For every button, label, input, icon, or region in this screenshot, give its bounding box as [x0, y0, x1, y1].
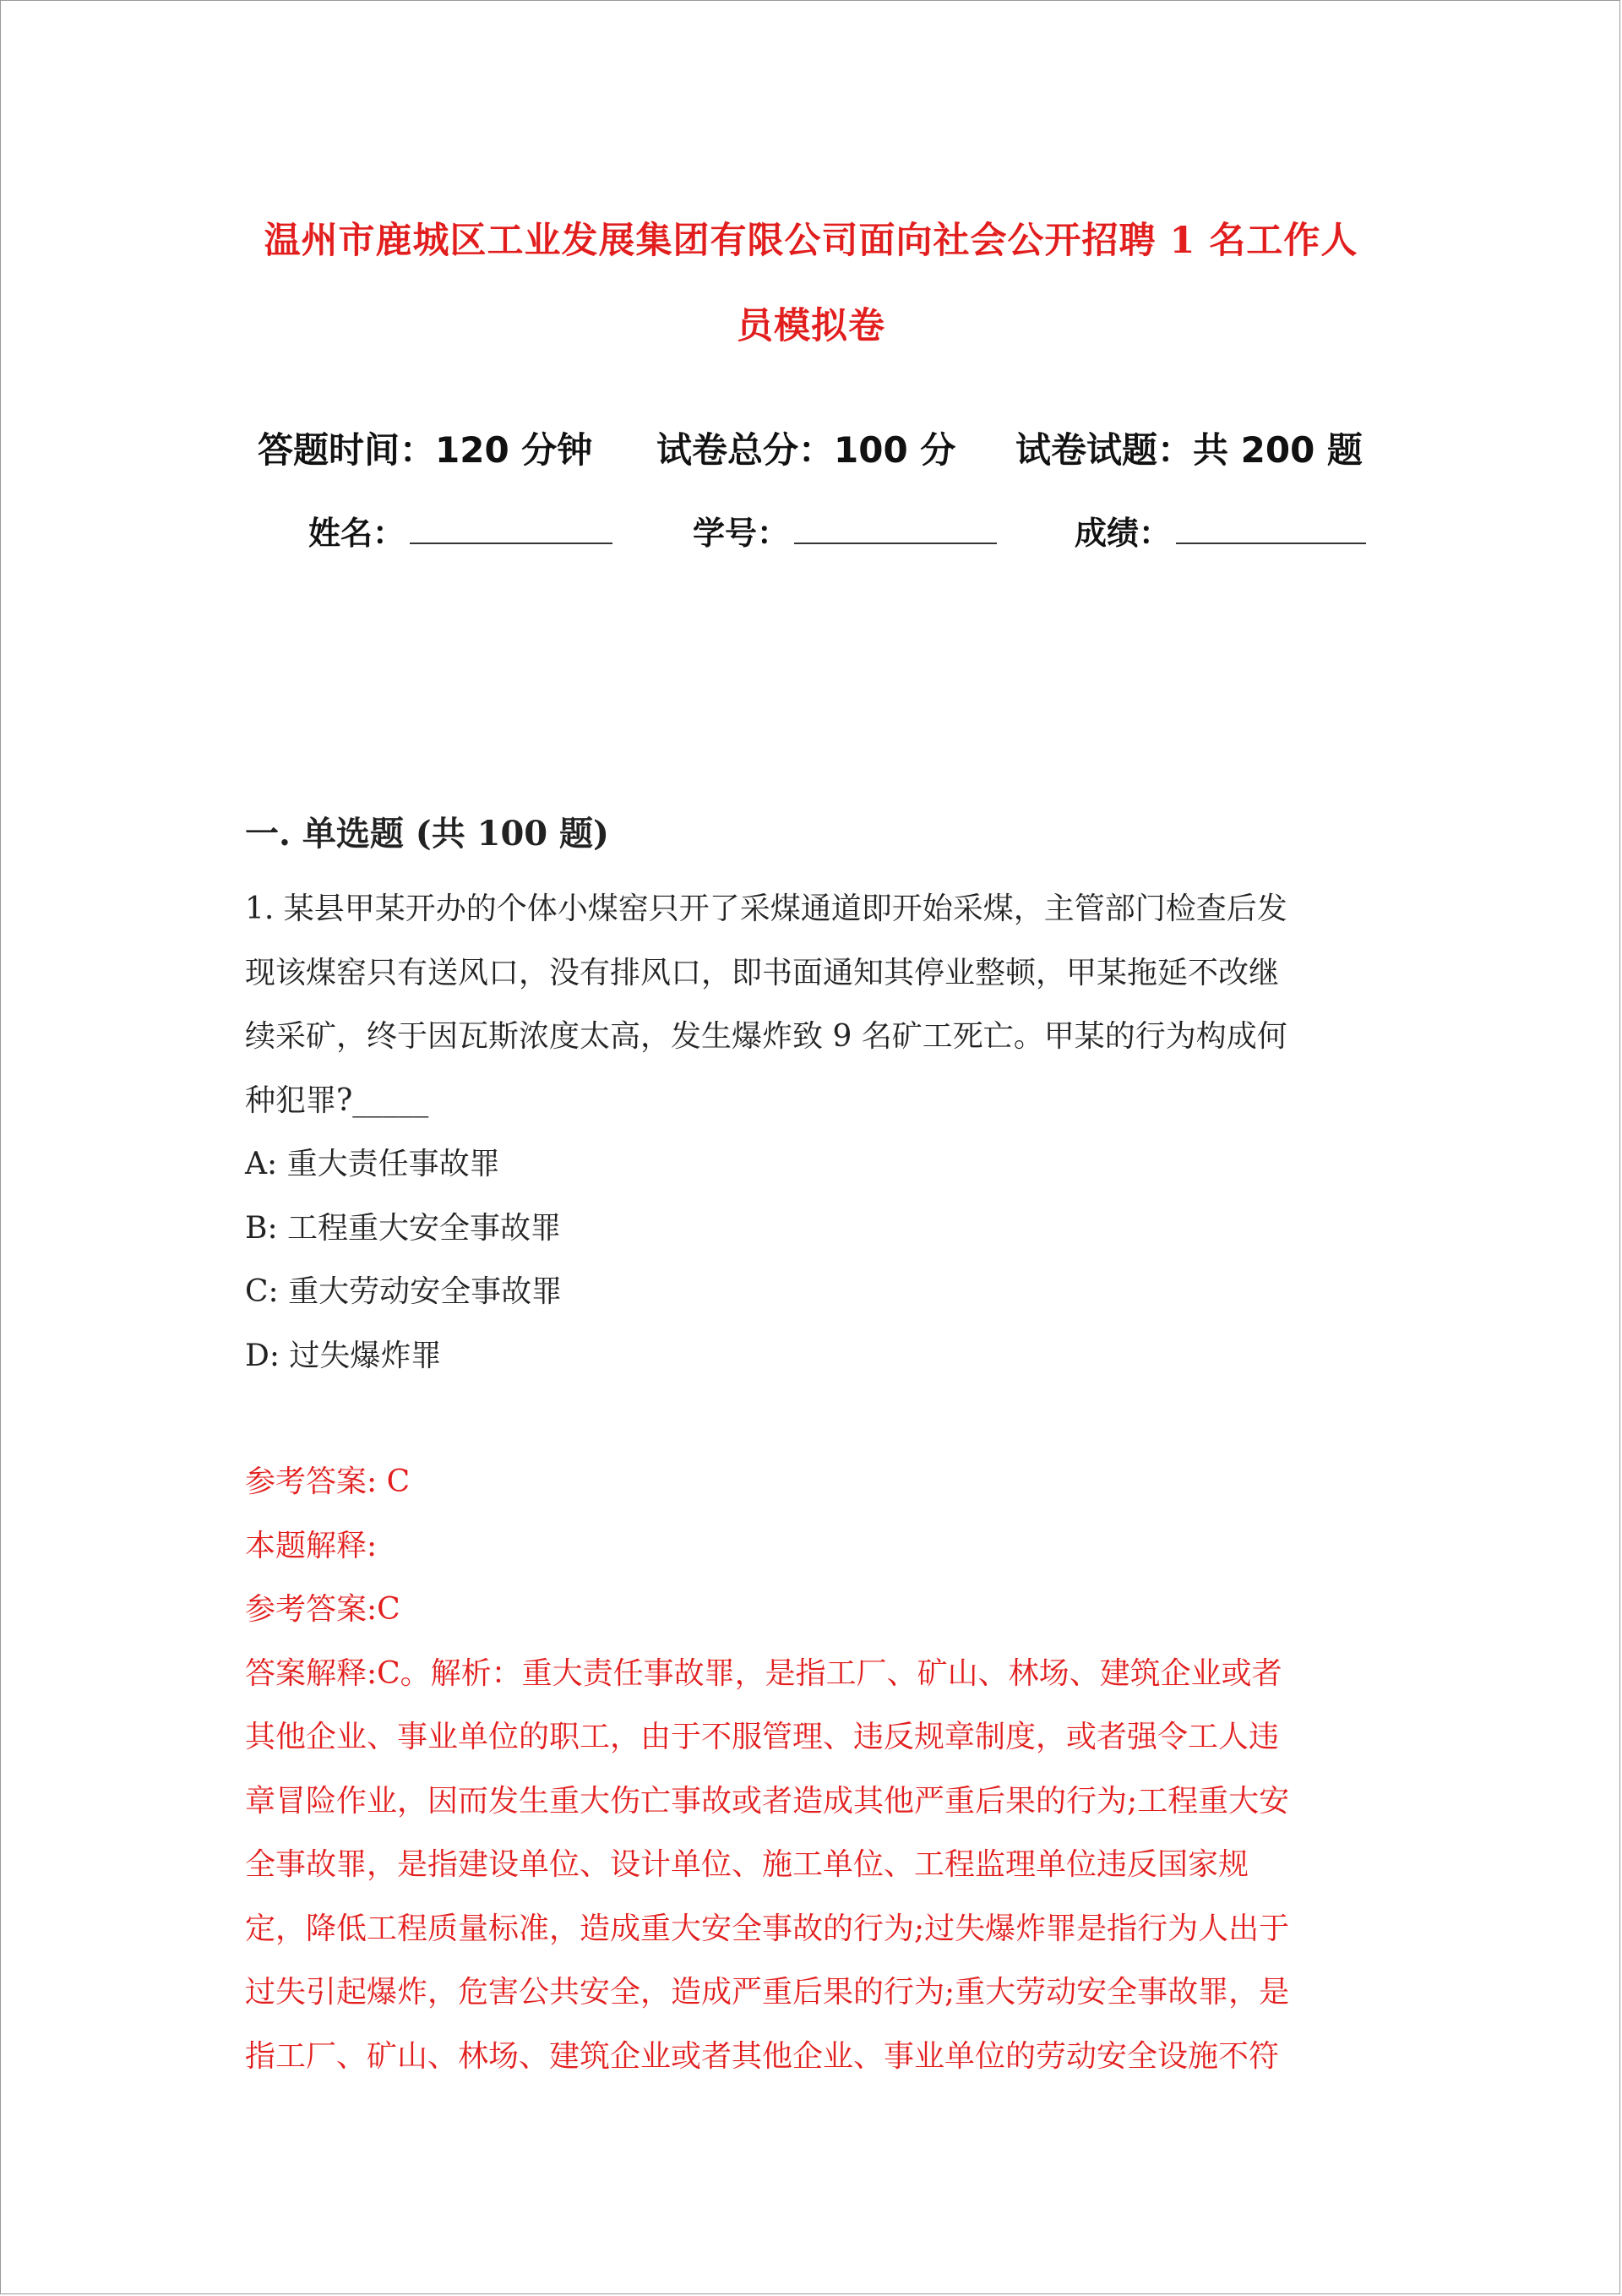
name-field	[308, 507, 612, 554]
answer-explanation	[245, 1450, 1377, 2088]
explanation-line: 指工厂、矿山、林场、建筑企业或者其他企业、事业单位的劳动安全设施不符	[245, 2038, 1280, 2074]
reference-answer-repeat: 参考答案:C	[245, 1592, 400, 1627]
section-heading: 一. 单选题 (共 100 题)	[245, 814, 609, 854]
student-info-row	[0, 507, 1622, 558]
explanation-label: 本题解释:	[245, 1528, 378, 1563]
answer-time: 答题时间：120 分钟	[258, 429, 593, 471]
explanation-line: 章冒险作业，因而发生重大伤亡事故或者造成其他严重后果的行为;工程重大安	[245, 1783, 1290, 1819]
reference-answer: 参考答案: C	[245, 1464, 411, 1499]
name-label: 姓名：	[308, 515, 406, 552]
explanation-line: 答案解释:C。解析：重大责任事故罪，是指工厂、矿山、林场、建筑企业或者	[245, 1655, 1282, 1691]
answer-options	[245, 1132, 1377, 1388]
question-line: 1. 某县甲某开办的个体小煤窑只开了采煤通道即开始采煤，主管部门检查后发	[245, 892, 1287, 926]
total-score: 试卷总分：100 分	[656, 429, 956, 471]
student-id-label: 学号：	[693, 515, 790, 552]
option-d: D: 过失爆炸罪	[245, 1338, 442, 1373]
document-title-line-2: 员模拟卷	[737, 305, 885, 347]
exam-meta-row	[0, 423, 1622, 473]
question-line: 种犯罪?_____	[245, 1083, 429, 1118]
explanation-line: 全事故罪，是指建设单位、设计单位、施工单位、工程监理单位违反国家规	[245, 1847, 1249, 1882]
option-a: A: 重大责任事故罪	[245, 1147, 500, 1181]
document-title-line-1: 温州市鹿城区工业发展集团有限公司面向社会公开招聘 1 名工作人	[264, 220, 1358, 262]
grade-field	[1075, 507, 1366, 554]
name-blank	[410, 512, 612, 544]
grade-label: 成绩：	[1075, 515, 1172, 552]
explanation-line: 定，降低工程质量标准，造成重大安全事故的行为;过失爆炸罪是指行为人出于	[245, 1911, 1290, 1946]
grade-blank	[1176, 512, 1366, 544]
student-id-blank	[794, 512, 997, 544]
student-id-field	[693, 507, 997, 554]
question-text	[245, 877, 1377, 1132]
question-line: 现该煤窑只有送风口，没有排风口，即书面通知其停业整顿，甲某拖延不改继	[245, 955, 1280, 990]
explanation-line: 过失引起爆炸，危害公共安全，造成严重后果的行为;重大劳动安全事故罪，是	[245, 1975, 1290, 2010]
question-count: 试卷试题：共 200 题	[1015, 429, 1363, 471]
option-b: B: 工程重大安全事故罪	[245, 1210, 562, 1246]
option-c: C: 重大劳动安全事故罪	[245, 1274, 563, 1309]
question-line: 续采矿，终于因瓦斯浓度太高，发生爆炸致 9 名矿工死亡。甲某的行为构成何	[245, 1019, 1287, 1054]
explanation-line: 其他企业、事业单位的职工，由于不服管理、违反规章制度，或者强令工人违	[245, 1720, 1280, 1754]
